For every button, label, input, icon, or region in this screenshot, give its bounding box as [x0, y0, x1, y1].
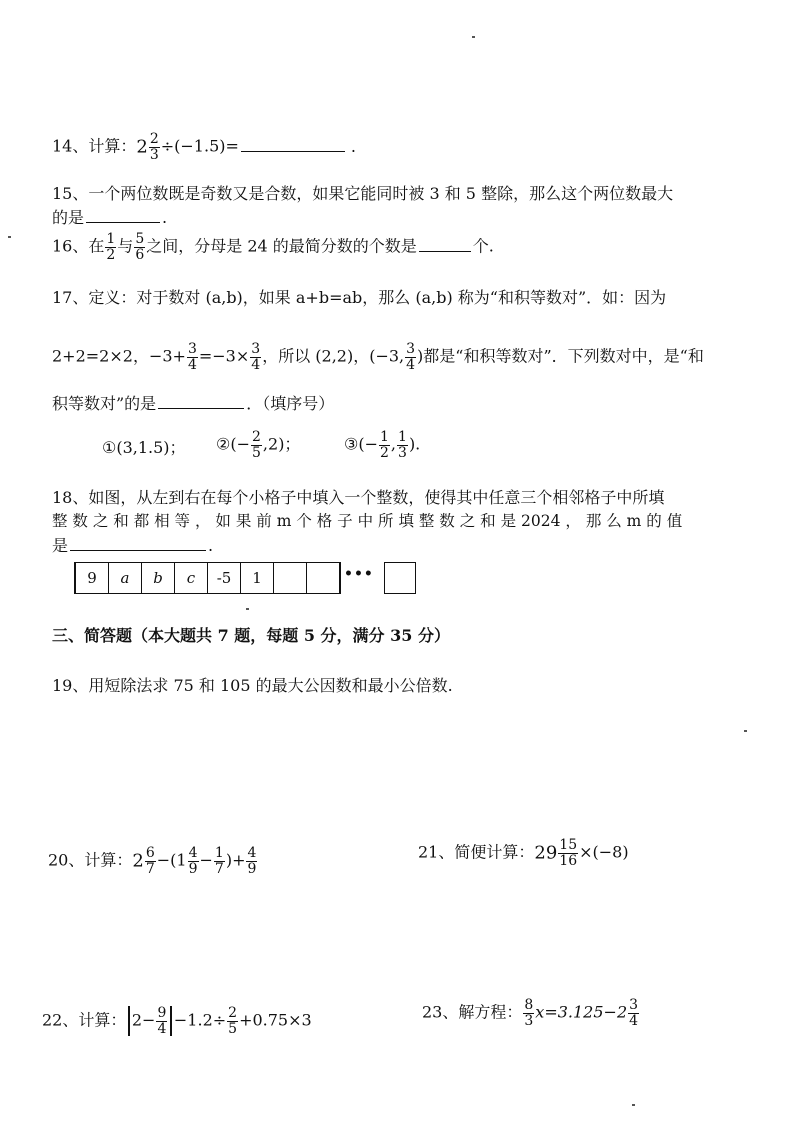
q20-f1-numerator: 6 — [145, 845, 155, 861]
q14-end: . — [350, 136, 356, 156]
q21-fraction — [558, 838, 578, 868]
section-3-heading: 三、简答题（本大题共 7 题，每题 5 分，满分 35 分） — [52, 626, 450, 645]
q14-mixed-integer: 2 — [136, 136, 148, 158]
q16-fraction-1 — [105, 232, 116, 262]
q22-label: 22、计算： — [42, 1010, 127, 1030]
q17-opt3-fraction-2 — [397, 430, 408, 460]
question-22 — [42, 1006, 312, 1036]
q21-expression: ×(−8) — [579, 842, 629, 862]
q17-f3-numerator: 3 — [406, 341, 416, 357]
q20-f4-denominator: 9 — [247, 860, 257, 877]
question-17-line-1: 17、定义：对于数对 (a,b)，如果 a+b=ab，那么 (a,b) 称为“和积等数对”．如：因为 — [52, 288, 667, 307]
q17-opt3-text-b: ). — [408, 434, 421, 454]
q20-label: 20、计算： — [48, 850, 133, 870]
question-14 — [52, 132, 356, 162]
q17-opt3-fraction-1 — [379, 430, 390, 460]
q18-ellipsis: ••• — [344, 566, 374, 582]
grid-cell: -5 — [207, 562, 241, 594]
q18-text-b: . — [208, 536, 214, 555]
q20-integer: 2 — [132, 850, 144, 872]
q22-f1-numerator: 9 — [157, 1005, 167, 1021]
q22-text-b: −1.2÷ — [173, 1010, 227, 1030]
q15-answer-blank[interactable] — [86, 208, 160, 223]
q17-f2-denominator: 4 — [251, 356, 261, 373]
q17-opt3-comma: , — [390, 434, 397, 454]
q14-fraction — [149, 132, 160, 162]
question-15-line-2 — [52, 208, 167, 227]
q17-opt3-numerator-1: 1 — [380, 429, 389, 445]
q22-fraction-2 — [227, 1006, 238, 1036]
grid-cell: 1 — [240, 562, 274, 594]
q23-fraction-2 — [628, 998, 639, 1028]
q14-fraction-denominator: 3 — [149, 146, 159, 163]
q20-fraction-3 — [214, 846, 225, 876]
q14-label: 14、计算： — [52, 136, 137, 156]
q20-f3-numerator: 1 — [214, 845, 224, 861]
grid-cell: a — [108, 562, 142, 594]
q20-f2-numerator: 4 — [188, 845, 198, 861]
question-17-line-3 — [52, 394, 334, 413]
q17-fraction-3 — [405, 342, 416, 372]
q21-label: 21、简便计算： — [418, 842, 535, 862]
q17-text-f: ．（填序号） — [246, 394, 335, 413]
q20-text-a: −(1 — [156, 850, 187, 870]
q20-fraction-1 — [145, 846, 156, 876]
q16-answer-blank[interactable] — [419, 237, 471, 252]
q16-f2-denominator: 6 — [135, 246, 145, 263]
q18-text-a: 是 — [52, 536, 69, 555]
q17-f2-numerator: 3 — [251, 341, 261, 357]
q16-fraction-2 — [134, 232, 145, 262]
q14-expression: ÷(−1.5)= — [160, 136, 239, 156]
q17-text-e: 积等数对”的是 — [52, 394, 157, 413]
grid-cell — [306, 562, 341, 594]
q23-fraction-1 — [523, 998, 534, 1028]
q20-text-b: − — [199, 850, 213, 870]
q20-f1-denominator: 7 — [145, 860, 155, 877]
q20-f3-denominator: 7 — [214, 860, 224, 877]
q17-f1-denominator: 4 — [187, 356, 197, 373]
q21-numerator: 15 — [559, 837, 578, 853]
q17-text-a: 2+2=2×2，−3+ — [52, 346, 186, 366]
abs-bar-right — [170, 1006, 172, 1036]
q17-opt2-fraction — [251, 430, 262, 460]
q22-text-c: +0.75×3 — [239, 1010, 312, 1030]
q16-text-b: 与 — [117, 236, 134, 256]
question-18-line-1: 18、如图，从左到右在每个小格子中填入一个整数，使得其中任意三个相邻格子中所填 — [52, 488, 665, 507]
q17-opt3-text-a: ③(− — [344, 434, 378, 454]
question-16 — [52, 232, 494, 262]
q22-fraction-1 — [156, 1006, 167, 1036]
q17-text-b: =−3× — [198, 346, 250, 366]
q20-fraction-2 — [188, 846, 199, 876]
q17-text-c: ，所以 (2,2)，(−3, — [262, 346, 405, 366]
scan-speck — [744, 730, 747, 732]
q23-f1-numerator: 8 — [524, 997, 534, 1013]
q23-f2-numerator: 3 — [629, 997, 639, 1013]
scan-speck — [246, 608, 249, 610]
q22-f2-numerator: 2 — [228, 1005, 238, 1021]
question-18-line-2: 整 数 之 和 都 相 等 ， 如 果 前 m 个 格 子 中 所 填 整 数 之 和 是 2024 ， 那 么 m 的 值 — [52, 512, 683, 530]
q23-f1-denominator: 3 — [524, 1012, 534, 1029]
q16-text-c: 之间，分母是 24 的最简分数的个数是 — [146, 236, 417, 256]
question-20 — [48, 846, 258, 876]
q16-f1-numerator: 1 — [106, 231, 116, 247]
q17-answer-blank[interactable] — [158, 394, 244, 409]
q20-f2-denominator: 9 — [188, 860, 198, 877]
q15-text: 的是 — [52, 208, 85, 227]
q17-option-2 — [216, 430, 300, 460]
q16-text-d: 个. — [472, 236, 494, 256]
question-23 — [422, 998, 640, 1028]
q20-fraction-4 — [246, 846, 257, 876]
q22-text-a: 2− — [131, 1010, 156, 1030]
grid-cell: 9 — [74, 562, 109, 594]
q14-answer-blank[interactable] — [241, 137, 345, 152]
q15-end: . — [162, 208, 168, 227]
q17-opt3-numerator-2: 1 — [398, 429, 407, 445]
q17-opt2-text-b: ,2)； — [262, 434, 301, 454]
q17-option-3 — [344, 430, 420, 460]
q16-f1-denominator: 2 — [106, 246, 116, 263]
question-18-line-3 — [52, 536, 213, 555]
q22-f2-denominator: 5 — [228, 1020, 238, 1037]
q16-text-a: 16、在 — [52, 236, 105, 256]
q17-opt2-numerator: 2 — [252, 429, 261, 445]
q17-fraction-1 — [187, 342, 198, 372]
question-15-line-1: 15、一个两位数既是奇数又是合数，如果它能同时被 3 和 5 整除，那么这个两位数最大 — [52, 184, 674, 203]
scan-speck — [8, 236, 11, 238]
q23-text-a: x=3.125−2 — [535, 1002, 628, 1022]
question-19: 19、用短除法求 75 和 105 的最大公因数和最小公倍数. — [52, 676, 453, 695]
q22-f1-denominator: 4 — [157, 1020, 167, 1037]
q17-f1-numerator: 3 — [187, 341, 197, 357]
q17-f3-denominator: 4 — [406, 356, 416, 373]
q17-opt2-denominator: 5 — [252, 444, 261, 461]
q21-denominator: 16 — [559, 852, 578, 869]
q17-opt3-denominator-1: 2 — [380, 444, 389, 461]
q17-text-d: )都是“和积等数对”．下列数对中，是“和 — [417, 346, 704, 366]
q18-answer-blank[interactable] — [70, 536, 206, 551]
scan-speck — [472, 36, 475, 38]
q17-opt2-text-a: ②(− — [216, 434, 250, 454]
abs-bar-left — [128, 1006, 130, 1036]
grid-cell — [273, 562, 307, 594]
q14-fraction-numerator: 2 — [149, 131, 159, 147]
q23-label: 23、解方程： — [422, 1002, 523, 1022]
q18-number-grid — [74, 562, 341, 594]
question-21 — [418, 838, 629, 868]
grid-cell: c — [174, 562, 208, 594]
q16-f2-numerator: 5 — [135, 231, 145, 247]
q17-fraction-2 — [250, 342, 261, 372]
q20-text-c: )+ — [225, 850, 246, 870]
scan-speck — [632, 1104, 635, 1106]
q20-f4-numerator: 4 — [247, 845, 257, 861]
q17-opt3-denominator-2: 3 — [398, 444, 407, 461]
q18-final-cell — [384, 562, 416, 594]
q23-f2-denominator: 4 — [629, 1012, 639, 1029]
grid-cell: b — [141, 562, 175, 594]
question-17-line-2 — [52, 342, 704, 372]
q17-option-1: ①(3,1.5)； — [102, 438, 186, 457]
q21-integer: 29 — [534, 842, 558, 864]
